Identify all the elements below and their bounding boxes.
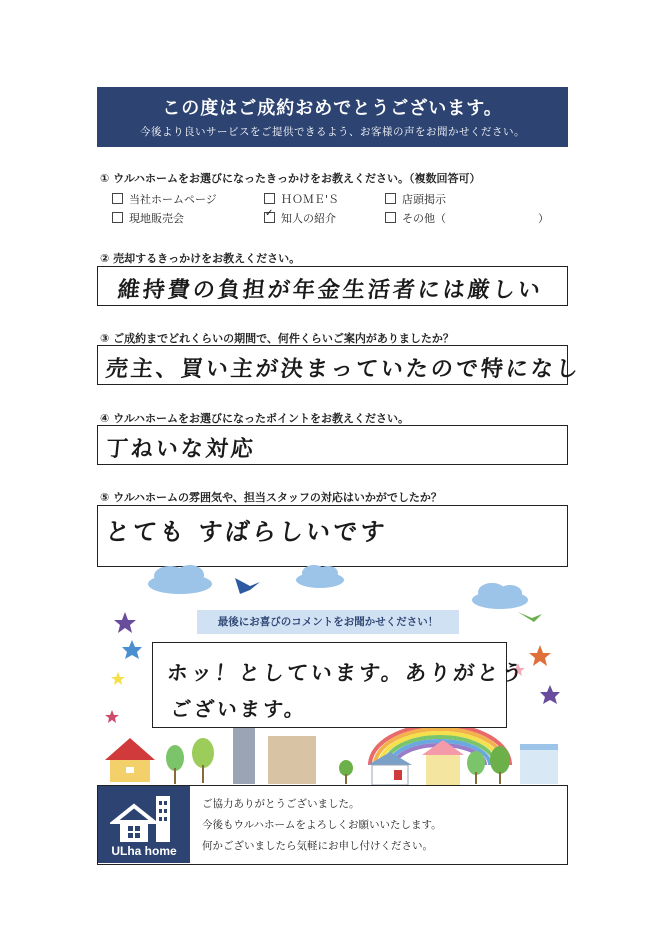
checkbox-checked-icon[interactable] xyxy=(264,212,275,223)
checkbox-icon[interactable] xyxy=(112,193,123,204)
q3-answer-box[interactable] xyxy=(97,345,583,385)
q3-title: ③ ご成約までどれくらいの期間で、何件くらいご案内がありましたか？ xyxy=(100,332,454,345)
header-title: この度はご成約おめでとうございます。 xyxy=(162,98,503,119)
bird-icon xyxy=(235,578,260,594)
star-icon xyxy=(540,685,560,704)
logo xyxy=(98,786,190,863)
checkbox-icon[interactable] xyxy=(264,193,275,204)
q1-option-referral[interactable]: ✓ 知人の紹介 xyxy=(264,210,336,226)
comment-answer-box[interactable] xyxy=(152,642,527,728)
q2-answer-box[interactable] xyxy=(97,266,568,306)
q4-answer: 丁ねいな対応 xyxy=(104,436,258,462)
checkbox-icon[interactable] xyxy=(385,212,396,223)
q1-title: ① ウルハホームをお選びになったきっかけをお教えください。（複数回答可） xyxy=(100,172,481,185)
q1-option-homes[interactable]: ＨＯＭＥ'Ｓ xyxy=(264,191,339,207)
q2-title: ② 売却するきっかけをお教えください。 xyxy=(100,252,301,265)
star-icon xyxy=(529,645,551,666)
q5-title: ⑤ ウルハホームの雰囲気や、担当スタッフの対応はいかがでしたか？ xyxy=(100,491,442,504)
q1-option-storefront[interactable]: 店頭掲示 xyxy=(385,191,446,207)
star-icon xyxy=(122,640,142,659)
q4-title: ④ ウルハホームをお選びになったポイントをお教えください。 xyxy=(100,412,410,425)
star-icon xyxy=(114,612,136,633)
footer-line-2: 今後もウルハホームをよろしくお願いいたします。 xyxy=(202,819,442,831)
header-subtitle: 今後より良いサービスをご提供できるよう、お客様の声をお聞かせください。 xyxy=(140,126,525,138)
logo-text: ULha home xyxy=(111,844,177,858)
footer xyxy=(97,785,568,865)
house-logo-icon xyxy=(110,792,178,844)
footer-line-1: ご協力ありがとうございました。 xyxy=(202,798,360,810)
q1-option-homepage[interactable]: 当社ホームページ xyxy=(112,191,217,207)
q5-answer: とても すばらしいです xyxy=(104,517,389,546)
comment-banner: 最後にお喜びのコメントをお聞かせください！ xyxy=(197,610,459,634)
star-icon xyxy=(111,672,125,685)
q4-answer-box[interactable] xyxy=(97,425,568,465)
header-banner xyxy=(97,87,568,147)
house-icon xyxy=(520,744,558,784)
q3-answer: 売主、買い主が決まっていたので特になし xyxy=(104,356,583,382)
q5-answer-box[interactable] xyxy=(97,505,568,567)
comment-line-1: ホッ！としています。ありがとう xyxy=(165,660,527,685)
q1-other-close: ） xyxy=(538,212,549,225)
house-icon xyxy=(105,738,155,782)
q1-option-open-house[interactable]: 現地販売会 xyxy=(112,210,184,226)
checkbox-icon[interactable] xyxy=(112,212,123,223)
bird-icon xyxy=(518,612,542,622)
footer-line-3: 何かございましたら気軽にお申し付けください。 xyxy=(202,840,433,852)
star-icon xyxy=(105,710,119,723)
building-icon xyxy=(268,736,316,784)
q2-answer: 維持費の負担が年金生活者には厳しい xyxy=(116,277,545,303)
comment-line-2: ございます。 xyxy=(169,697,309,721)
checkbox-icon[interactable] xyxy=(385,193,396,204)
building-icon xyxy=(233,728,255,784)
q1-option-other[interactable]: その他（ xyxy=(385,210,446,226)
cloud-icon xyxy=(148,565,528,609)
